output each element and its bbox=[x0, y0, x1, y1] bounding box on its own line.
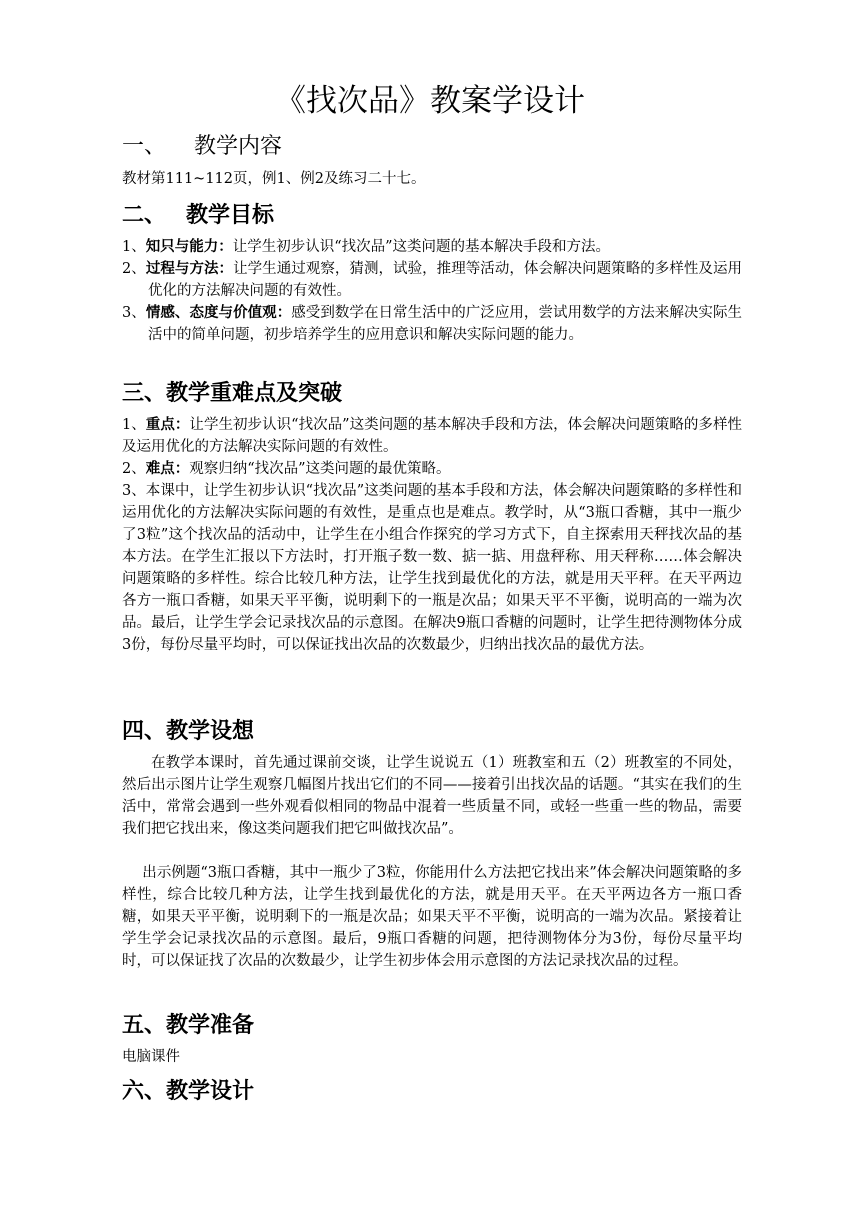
section-2-title: 教学目标 bbox=[186, 202, 275, 228]
goal-item-1-number: 1、 bbox=[122, 239, 146, 255]
section-2-heading bbox=[122, 200, 274, 230]
section-4-heading: 四、教学设想 bbox=[122, 718, 255, 744]
goal-item-3-number: 3、 bbox=[122, 305, 146, 321]
goal-item-1-label: 知只与能力： bbox=[145, 238, 233, 255]
preparation-text: 电脑课件 bbox=[122, 1049, 180, 1065]
goal-item-2-number: 2、 bbox=[122, 261, 146, 277]
difficulty-number: 2、 bbox=[122, 461, 146, 477]
key-point-text: 让学生初步认识“找次品”这类问题的基本解决手段和方法，体会解决问题策略的多样性及运用优化的方法解决实际问题的有效性。 bbox=[122, 417, 742, 455]
section-3-heading: 三、教学重难点及突破 bbox=[122, 380, 343, 406]
goal-item-3-text: 感受到数学在日常生活中的广泛应用，尝试用数学的方法来解决实际生活中的简单问题，初步培养学生的应用意识和解决实际问题的能力。 bbox=[148, 305, 742, 343]
goal-item-2-label: 过程与方法： bbox=[145, 260, 234, 277]
goal-item-2-text: 让学生通过观察，猜测，试验，推理等活动，体会解决问题策略的多样性及运用优化的方法解决问题的有效性。 bbox=[148, 261, 743, 299]
section-6-heading: 六、教学设计 bbox=[122, 1078, 255, 1104]
section-1-title: 教学内容 bbox=[194, 134, 283, 159]
document-title: 《找次品》教案学设计 bbox=[275, 83, 585, 119]
breakthrough-paragraph: 3、本课中，让学生初步认识“找次品”这类问题的基本手段和方法，体会解决问题策略的多样性和运用优化的方法解决实际问题的有效性，是重点也是难点。教学时，从“3瓶口香糖，其中一瓶少了3粒”这个找次品的活动中，让学生在小组合作探究的学习方式下，自主探索用天秤找次品的基本方法。在学生汇报以下方法时，打开瓶子数一数、掂一掂、用盘秤称、用天秤称……体会解决问题策略的多样性。综合比较几种方法，让学生找到最优化的方法，就是用天平秤。在天平两边各方一瓶口香糖，如果天平平衡，说明剩下的一瓶是次品；如果天平不平衡，说明高的一端为次品。最后，让学生学会记录找次品的示意图。在解决9瓶口香糖的问题时，让学生把待测物体分成3份，每份尽量平均时，可以保证找出次品的次数最少，归纳出找次品的最优方法。 bbox=[122, 483, 742, 653]
difficulty-label: 难点： bbox=[145, 460, 190, 477]
goal-item-1 bbox=[122, 236, 742, 258]
key-point-number: 1、 bbox=[122, 417, 146, 433]
goal-item-2 bbox=[122, 258, 742, 302]
key-point-paragraph bbox=[122, 414, 742, 458]
goal-item-1-text: 让学生初步认识“找次品”这类问题的基本解决手段和方法。 bbox=[232, 239, 611, 255]
idea-paragraph-2: 出示例题“3瓶口香糖，其中一瓶少了3粒，你能用什么方法把它找出来”体会解决问题策略的多样性，综合比较几种方法，让学生找到最优化的方法，就是用天平。在天平两边各方一瓶口香糖，如果天平平衡，说明剩下的一瓶是次品；如果天平不平衡，说明高的一端为次品。紧接着让学生学会记录找次品的示意图。最后，9瓶口香糖的问题，把待测物体分为3份，每份尽量平均时，可以保证找了次品的次数最少，让学生初步体会用示意图的方法记录找次品的过程。 bbox=[122, 865, 742, 969]
section-2-number: 二、 bbox=[122, 202, 167, 228]
section-1-text: 教材第111~112页，例1、例2及练习二十七。 bbox=[122, 171, 426, 187]
section-5-heading: 五、教学准备 bbox=[122, 1012, 255, 1038]
goal-item-3 bbox=[122, 302, 742, 346]
section-1-number: 一、 bbox=[122, 134, 167, 159]
section-1-heading bbox=[122, 132, 282, 162]
difficulty-paragraph bbox=[122, 458, 742, 480]
goal-item-3-label: 情感、态度与价值观： bbox=[145, 304, 292, 321]
key-point-label: 重点： bbox=[145, 416, 190, 433]
difficulty-text: 观察归纳“找次品”这类问题的最优策略。 bbox=[189, 461, 451, 477]
idea-paragraph-1: 在教学本课时，首先通过课前交谈，让学生说说五（1）班教室和五（2）班教室的不同处，然后出示图片让学生观察几幅图片找出它们的不同——接着引出找次品的话题。“其实在我们的生活中，常常会遇到一些外观看似相同的物品中混着一些质量不同，或轻一些重一些的物品，需要我们把它找出来，像这类问题我们把它叫做找次品”。 bbox=[122, 755, 742, 837]
